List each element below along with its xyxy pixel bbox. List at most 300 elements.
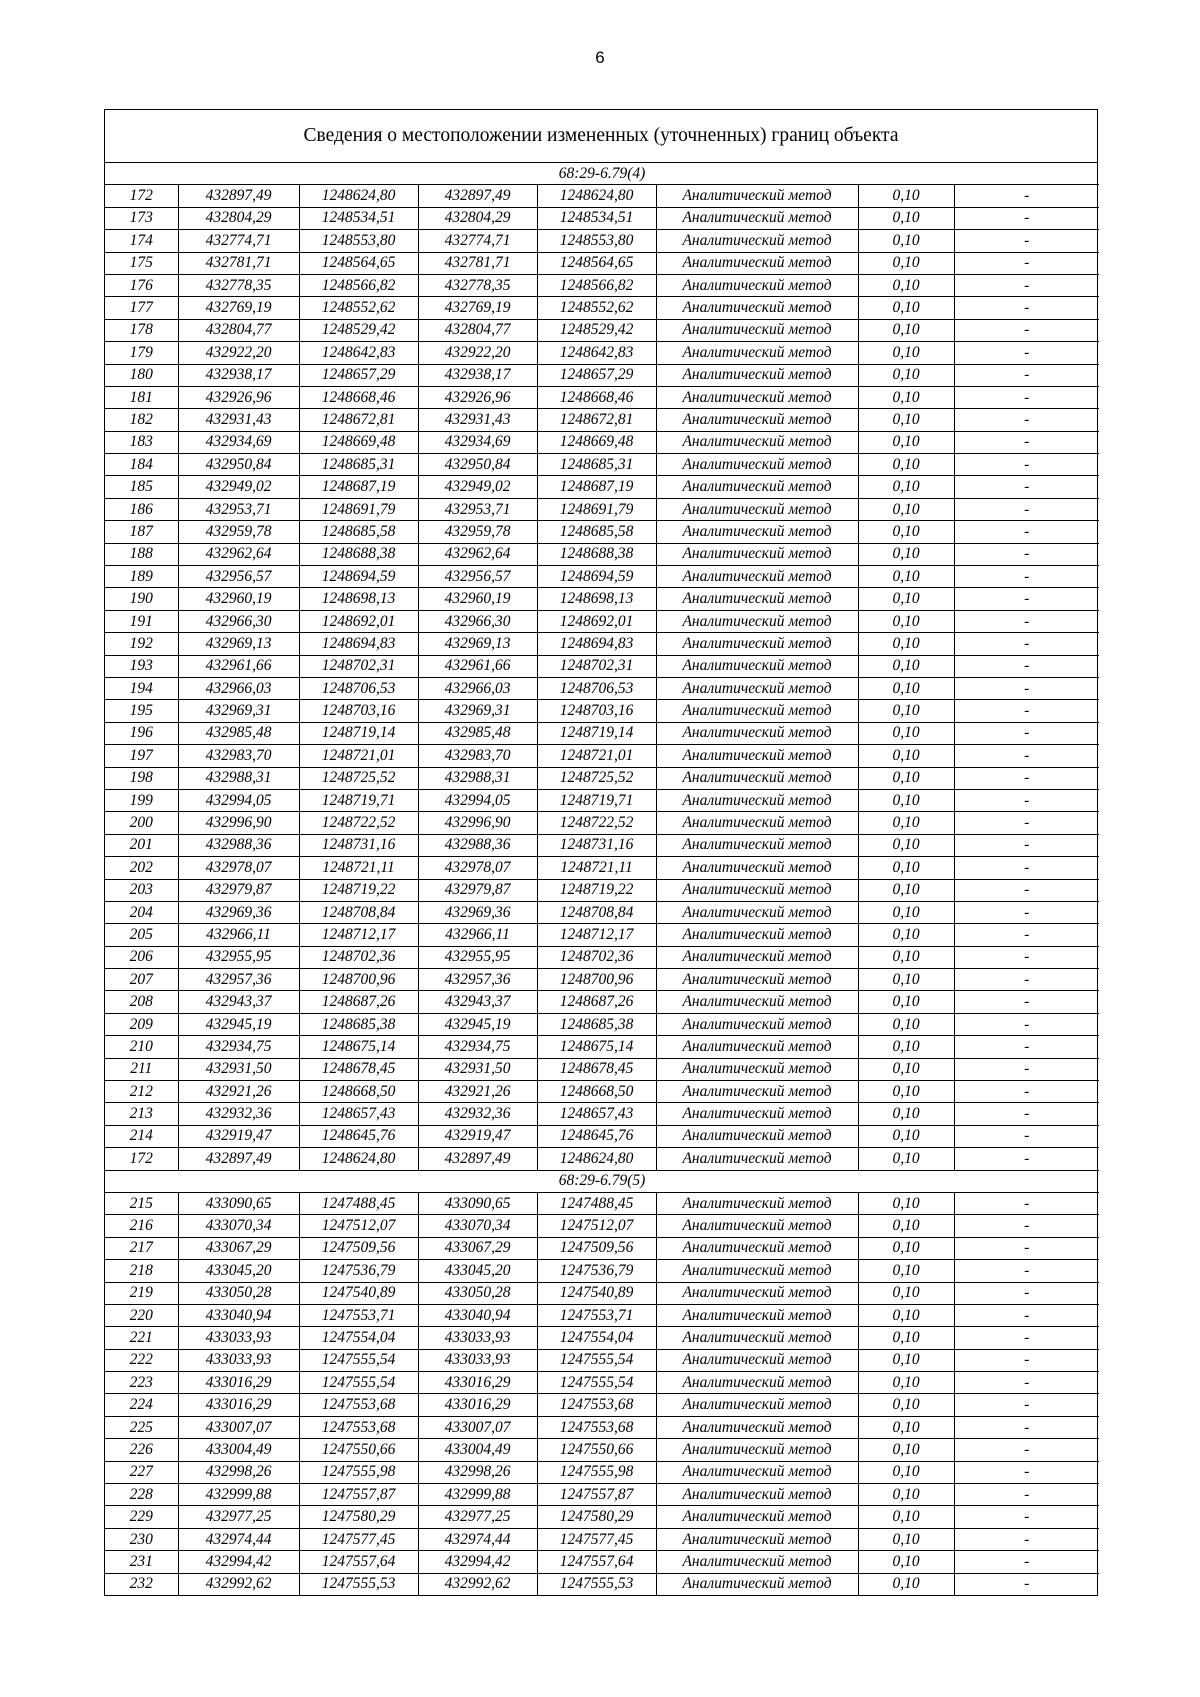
point-number-cell: 224 bbox=[105, 1394, 178, 1416]
y-existing-cell: 1247512,07 bbox=[299, 1215, 418, 1237]
description-cell: - bbox=[954, 342, 1099, 364]
x-existing-cell: 432998,26 bbox=[178, 1461, 299, 1483]
y-refined-cell: 1247509,56 bbox=[537, 1237, 656, 1259]
x-refined-cell: 432994,42 bbox=[418, 1551, 537, 1573]
point-number-cell: 210 bbox=[105, 1036, 178, 1058]
description-cell: - bbox=[954, 1148, 1099, 1170]
description-cell: - bbox=[954, 745, 1099, 767]
accuracy-cell: 0,10 bbox=[858, 252, 954, 274]
table-row bbox=[105, 1215, 1099, 1237]
description-cell: - bbox=[954, 1125, 1099, 1147]
x-existing-cell: 433045,20 bbox=[178, 1260, 299, 1282]
accuracy-cell: 0,10 bbox=[858, 409, 954, 431]
y-refined-cell: 1247577,45 bbox=[537, 1528, 656, 1550]
y-refined-cell: 1248675,14 bbox=[537, 1036, 656, 1058]
point-number-cell: 226 bbox=[105, 1439, 178, 1461]
accuracy-cell: 0,10 bbox=[858, 1439, 954, 1461]
method-cell: Аналитический метод bbox=[656, 1349, 858, 1371]
accuracy-cell: 0,10 bbox=[858, 386, 954, 408]
table-row bbox=[105, 207, 1099, 229]
x-refined-cell: 432996,90 bbox=[418, 812, 537, 834]
y-existing-cell: 1248694,83 bbox=[299, 633, 418, 655]
x-existing-cell: 432966,03 bbox=[178, 677, 299, 699]
method-cell: Аналитический метод bbox=[656, 1260, 858, 1282]
table-row bbox=[105, 857, 1099, 879]
point-number-cell: 205 bbox=[105, 924, 178, 946]
table-row bbox=[105, 230, 1099, 252]
method-cell: Аналитический метод bbox=[656, 901, 858, 923]
y-existing-cell: 1247555,53 bbox=[299, 1573, 418, 1595]
y-refined-cell: 1248668,50 bbox=[537, 1081, 656, 1103]
y-refined-cell: 1248694,83 bbox=[537, 633, 656, 655]
description-cell: - bbox=[954, 655, 1099, 677]
y-refined-cell: 1247488,45 bbox=[537, 1192, 656, 1214]
y-existing-cell: 1248702,36 bbox=[299, 946, 418, 968]
x-refined-cell: 432931,50 bbox=[418, 1058, 537, 1080]
y-refined-cell: 1248692,01 bbox=[537, 610, 656, 632]
y-existing-cell: 1247536,79 bbox=[299, 1260, 418, 1282]
x-refined-cell: 432974,44 bbox=[418, 1528, 537, 1550]
y-existing-cell: 1247553,68 bbox=[299, 1416, 418, 1438]
accuracy-cell: 0,10 bbox=[858, 1081, 954, 1103]
x-refined-cell: 432966,30 bbox=[418, 610, 537, 632]
x-existing-cell: 433050,28 bbox=[178, 1282, 299, 1304]
x-existing-cell: 432959,78 bbox=[178, 521, 299, 543]
point-number-cell: 200 bbox=[105, 812, 178, 834]
method-cell: Аналитический метод bbox=[656, 610, 858, 632]
description-cell: - bbox=[954, 1506, 1099, 1528]
accuracy-cell: 0,10 bbox=[858, 431, 954, 453]
method-cell: Аналитический метод bbox=[656, 498, 858, 520]
x-refined-cell: 433033,93 bbox=[418, 1349, 537, 1371]
accuracy-cell: 0,10 bbox=[858, 610, 954, 632]
x-existing-cell: 433033,93 bbox=[178, 1327, 299, 1349]
x-refined-cell: 432769,19 bbox=[418, 297, 537, 319]
point-number-cell: 228 bbox=[105, 1484, 178, 1506]
point-number-cell: 186 bbox=[105, 498, 178, 520]
x-existing-cell: 432897,49 bbox=[178, 1148, 299, 1170]
method-cell: Аналитический метод bbox=[656, 677, 858, 699]
method-cell: Аналитический метод bbox=[656, 342, 858, 364]
table-row bbox=[105, 364, 1099, 386]
accuracy-cell: 0,10 bbox=[858, 454, 954, 476]
y-existing-cell: 1248725,52 bbox=[299, 767, 418, 789]
y-refined-cell: 1248645,76 bbox=[537, 1125, 656, 1147]
x-existing-cell: 432988,36 bbox=[178, 834, 299, 856]
accuracy-cell: 0,10 bbox=[858, 1282, 954, 1304]
x-existing-cell: 432919,47 bbox=[178, 1125, 299, 1147]
x-refined-cell: 433007,07 bbox=[418, 1416, 537, 1438]
x-existing-cell: 432979,87 bbox=[178, 879, 299, 901]
y-refined-cell: 1248668,46 bbox=[537, 386, 656, 408]
y-existing-cell: 1248642,83 bbox=[299, 342, 418, 364]
x-existing-cell: 432999,88 bbox=[178, 1484, 299, 1506]
description-cell: - bbox=[954, 1327, 1099, 1349]
accuracy-cell: 0,10 bbox=[858, 342, 954, 364]
point-number-cell: 178 bbox=[105, 319, 178, 341]
section-header-row bbox=[105, 1170, 1099, 1192]
y-existing-cell: 1248529,42 bbox=[299, 319, 418, 341]
y-refined-cell: 1247536,79 bbox=[537, 1260, 656, 1282]
table-row bbox=[105, 476, 1099, 498]
x-refined-cell: 432998,26 bbox=[418, 1461, 537, 1483]
point-number-cell: 230 bbox=[105, 1528, 178, 1550]
x-existing-cell: 432988,31 bbox=[178, 767, 299, 789]
point-number-cell: 227 bbox=[105, 1461, 178, 1483]
document-title: Сведения о местоположении измененных (уточненных) границ объекта bbox=[105, 110, 1097, 163]
y-existing-cell: 1247553,71 bbox=[299, 1304, 418, 1326]
x-existing-cell: 432953,71 bbox=[178, 498, 299, 520]
point-number-cell: 193 bbox=[105, 655, 178, 677]
x-existing-cell: 432960,19 bbox=[178, 588, 299, 610]
y-refined-cell: 1247555,54 bbox=[537, 1349, 656, 1371]
x-refined-cell: 432955,95 bbox=[418, 946, 537, 968]
accuracy-cell: 0,10 bbox=[858, 812, 954, 834]
method-cell: Аналитический метод bbox=[656, 1125, 858, 1147]
x-existing-cell: 432769,19 bbox=[178, 297, 299, 319]
accuracy-cell: 0,10 bbox=[858, 1528, 954, 1550]
x-refined-cell: 432969,31 bbox=[418, 700, 537, 722]
y-existing-cell: 1248722,52 bbox=[299, 812, 418, 834]
table-row bbox=[105, 1394, 1099, 1416]
accuracy-cell: 0,10 bbox=[858, 1215, 954, 1237]
table-row bbox=[105, 946, 1099, 968]
y-refined-cell: 1248553,80 bbox=[537, 230, 656, 252]
accuracy-cell: 0,10 bbox=[858, 1573, 954, 1595]
x-existing-cell: 433004,49 bbox=[178, 1439, 299, 1461]
x-refined-cell: 433067,29 bbox=[418, 1237, 537, 1259]
x-existing-cell: 432943,37 bbox=[178, 991, 299, 1013]
accuracy-cell: 0,10 bbox=[858, 655, 954, 677]
y-existing-cell: 1248672,81 bbox=[299, 409, 418, 431]
y-refined-cell: 1248529,42 bbox=[537, 319, 656, 341]
table-row bbox=[105, 1058, 1099, 1080]
point-number-cell: 176 bbox=[105, 274, 178, 296]
x-refined-cell: 432921,26 bbox=[418, 1081, 537, 1103]
y-existing-cell: 1248534,51 bbox=[299, 207, 418, 229]
description-cell: - bbox=[954, 1192, 1099, 1214]
x-existing-cell: 432931,43 bbox=[178, 409, 299, 431]
method-cell: Аналитический метод bbox=[656, 252, 858, 274]
y-refined-cell: 1248725,52 bbox=[537, 767, 656, 789]
x-refined-cell: 432919,47 bbox=[418, 1125, 537, 1147]
y-existing-cell: 1247554,04 bbox=[299, 1327, 418, 1349]
description-cell: - bbox=[954, 207, 1099, 229]
point-number-cell: 204 bbox=[105, 901, 178, 923]
y-refined-cell: 1247554,04 bbox=[537, 1327, 656, 1349]
x-existing-cell: 432945,19 bbox=[178, 1013, 299, 1035]
description-cell: - bbox=[954, 1081, 1099, 1103]
y-refined-cell: 1247550,66 bbox=[537, 1439, 656, 1461]
x-refined-cell: 432897,49 bbox=[418, 1148, 537, 1170]
y-existing-cell: 1247555,98 bbox=[299, 1461, 418, 1483]
section-label: 68:29-6.79(4) bbox=[105, 163, 1099, 185]
y-existing-cell: 1248702,31 bbox=[299, 655, 418, 677]
description-cell: - bbox=[954, 1349, 1099, 1371]
point-number-cell: 195 bbox=[105, 700, 178, 722]
x-refined-cell: 432778,35 bbox=[418, 274, 537, 296]
y-refined-cell: 1248624,80 bbox=[537, 185, 656, 207]
y-refined-cell: 1248712,17 bbox=[537, 924, 656, 946]
y-refined-cell: 1247540,89 bbox=[537, 1282, 656, 1304]
method-cell: Аналитический метод bbox=[656, 1036, 858, 1058]
description-cell: - bbox=[954, 1573, 1099, 1595]
point-number-cell: 211 bbox=[105, 1058, 178, 1080]
table-row bbox=[105, 610, 1099, 632]
y-existing-cell: 1248721,11 bbox=[299, 857, 418, 879]
accuracy-cell: 0,10 bbox=[858, 476, 954, 498]
description-cell: - bbox=[954, 1260, 1099, 1282]
y-refined-cell: 1248722,52 bbox=[537, 812, 656, 834]
x-existing-cell: 433016,29 bbox=[178, 1372, 299, 1394]
x-refined-cell: 432956,57 bbox=[418, 566, 537, 588]
point-number-cell: 208 bbox=[105, 991, 178, 1013]
point-number-cell: 183 bbox=[105, 431, 178, 453]
method-cell: Аналитический метод bbox=[656, 566, 858, 588]
description-cell: - bbox=[954, 566, 1099, 588]
y-existing-cell: 1247577,45 bbox=[299, 1528, 418, 1550]
y-refined-cell: 1248685,38 bbox=[537, 1013, 656, 1035]
y-refined-cell: 1247555,98 bbox=[537, 1461, 656, 1483]
point-number-cell: 220 bbox=[105, 1304, 178, 1326]
point-number-cell: 219 bbox=[105, 1282, 178, 1304]
point-number-cell: 173 bbox=[105, 207, 178, 229]
method-cell: Аналитический метод bbox=[656, 1282, 858, 1304]
point-number-cell: 209 bbox=[105, 1013, 178, 1035]
accuracy-cell: 0,10 bbox=[858, 767, 954, 789]
y-existing-cell: 1248691,79 bbox=[299, 498, 418, 520]
accuracy-cell: 0,10 bbox=[858, 700, 954, 722]
y-existing-cell: 1248694,59 bbox=[299, 566, 418, 588]
y-refined-cell: 1248564,65 bbox=[537, 252, 656, 274]
y-existing-cell: 1248685,58 bbox=[299, 521, 418, 543]
method-cell: Аналитический метод bbox=[656, 521, 858, 543]
section-header-row bbox=[105, 163, 1099, 185]
x-existing-cell: 432994,42 bbox=[178, 1551, 299, 1573]
y-existing-cell: 1248675,14 bbox=[299, 1036, 418, 1058]
table-row bbox=[105, 566, 1099, 588]
accuracy-cell: 0,10 bbox=[858, 1551, 954, 1573]
accuracy-cell: 0,10 bbox=[858, 1036, 954, 1058]
x-refined-cell: 432969,13 bbox=[418, 633, 537, 655]
y-existing-cell: 1247509,56 bbox=[299, 1237, 418, 1259]
description-cell: - bbox=[954, 1461, 1099, 1483]
y-refined-cell: 1248708,84 bbox=[537, 901, 656, 923]
x-existing-cell: 432949,02 bbox=[178, 476, 299, 498]
description-cell: - bbox=[954, 1304, 1099, 1326]
description-cell: - bbox=[954, 1528, 1099, 1550]
table-row bbox=[105, 677, 1099, 699]
method-cell: Аналитический метод bbox=[656, 1372, 858, 1394]
description-cell: - bbox=[954, 633, 1099, 655]
point-number-cell: 199 bbox=[105, 789, 178, 811]
section-label: 68:29-6.79(5) bbox=[105, 1170, 1099, 1192]
x-refined-cell: 432922,20 bbox=[418, 342, 537, 364]
method-cell: Аналитический метод bbox=[656, 745, 858, 767]
y-existing-cell: 1247553,68 bbox=[299, 1394, 418, 1416]
description-cell: - bbox=[954, 543, 1099, 565]
table-row bbox=[105, 812, 1099, 834]
accuracy-cell: 0,10 bbox=[858, 745, 954, 767]
y-existing-cell: 1248645,76 bbox=[299, 1125, 418, 1147]
y-refined-cell: 1248687,19 bbox=[537, 476, 656, 498]
description-cell: - bbox=[954, 969, 1099, 991]
point-number-cell: 194 bbox=[105, 677, 178, 699]
x-existing-cell: 432804,29 bbox=[178, 207, 299, 229]
y-existing-cell: 1248657,29 bbox=[299, 364, 418, 386]
method-cell: Аналитический метод bbox=[656, 969, 858, 991]
description-cell: - bbox=[954, 409, 1099, 431]
x-refined-cell: 432945,19 bbox=[418, 1013, 537, 1035]
method-cell: Аналитический метод bbox=[656, 1215, 858, 1237]
x-refined-cell: 432977,25 bbox=[418, 1506, 537, 1528]
table-row bbox=[105, 1372, 1099, 1394]
y-existing-cell: 1247555,54 bbox=[299, 1349, 418, 1371]
method-cell: Аналитический метод bbox=[656, 1573, 858, 1595]
accuracy-cell: 0,10 bbox=[858, 1506, 954, 1528]
x-existing-cell: 432922,20 bbox=[178, 342, 299, 364]
x-refined-cell: 433016,29 bbox=[418, 1394, 537, 1416]
x-refined-cell: 433016,29 bbox=[418, 1372, 537, 1394]
method-cell: Аналитический метод bbox=[656, 834, 858, 856]
description-cell: - bbox=[954, 1416, 1099, 1438]
x-refined-cell: 433045,20 bbox=[418, 1260, 537, 1282]
x-existing-cell: 432926,96 bbox=[178, 386, 299, 408]
point-number-cell: 202 bbox=[105, 857, 178, 879]
x-existing-cell: 432992,62 bbox=[178, 1573, 299, 1595]
page-number: 6 bbox=[595, 48, 605, 67]
point-number-cell: 180 bbox=[105, 364, 178, 386]
x-refined-cell: 432950,84 bbox=[418, 454, 537, 476]
x-refined-cell: 432962,64 bbox=[418, 543, 537, 565]
description-cell: - bbox=[954, 857, 1099, 879]
description-cell: - bbox=[954, 610, 1099, 632]
accuracy-cell: 0,10 bbox=[858, 274, 954, 296]
description-cell: - bbox=[954, 1013, 1099, 1035]
y-existing-cell: 1248553,80 bbox=[299, 230, 418, 252]
table-row bbox=[105, 834, 1099, 856]
x-existing-cell: 432985,48 bbox=[178, 722, 299, 744]
accuracy-cell: 0,10 bbox=[858, 364, 954, 386]
y-refined-cell: 1248624,80 bbox=[537, 1148, 656, 1170]
point-number-cell: 222 bbox=[105, 1349, 178, 1371]
description-cell: - bbox=[954, 252, 1099, 274]
description-cell: - bbox=[954, 274, 1099, 296]
x-existing-cell: 432934,69 bbox=[178, 431, 299, 453]
table-row bbox=[105, 297, 1099, 319]
x-existing-cell: 432931,50 bbox=[178, 1058, 299, 1080]
method-cell: Аналитический метод bbox=[656, 297, 858, 319]
x-refined-cell: 432804,77 bbox=[418, 319, 537, 341]
x-refined-cell: 432804,29 bbox=[418, 207, 537, 229]
method-cell: Аналитический метод bbox=[656, 991, 858, 1013]
method-cell: Аналитический метод bbox=[656, 812, 858, 834]
x-refined-cell: 432992,62 bbox=[418, 1573, 537, 1595]
x-existing-cell: 432983,70 bbox=[178, 745, 299, 767]
accuracy-cell: 0,10 bbox=[858, 543, 954, 565]
description-cell: - bbox=[954, 1484, 1099, 1506]
coordinates-table bbox=[105, 163, 1099, 1595]
description-cell: - bbox=[954, 431, 1099, 453]
table-row bbox=[105, 342, 1099, 364]
y-refined-cell: 1248669,48 bbox=[537, 431, 656, 453]
method-cell: Аналитический метод bbox=[656, 207, 858, 229]
boundary-coordinates-sheet bbox=[104, 109, 1098, 1596]
table-row bbox=[105, 1461, 1099, 1483]
y-refined-cell: 1248698,13 bbox=[537, 588, 656, 610]
table-row bbox=[105, 588, 1099, 610]
point-number-cell: 187 bbox=[105, 521, 178, 543]
x-refined-cell: 432934,75 bbox=[418, 1036, 537, 1058]
accuracy-cell: 0,10 bbox=[858, 834, 954, 856]
table-row bbox=[105, 1506, 1099, 1528]
point-number-cell: 207 bbox=[105, 969, 178, 991]
table-row bbox=[105, 1036, 1099, 1058]
description-cell: - bbox=[954, 879, 1099, 901]
table-row bbox=[105, 1573, 1099, 1595]
x-refined-cell: 432957,36 bbox=[418, 969, 537, 991]
x-existing-cell: 433040,94 bbox=[178, 1304, 299, 1326]
description-cell: - bbox=[954, 1372, 1099, 1394]
x-existing-cell: 432969,36 bbox=[178, 901, 299, 923]
point-number-cell: 190 bbox=[105, 588, 178, 610]
table-row bbox=[105, 1103, 1099, 1125]
table-row bbox=[105, 1237, 1099, 1259]
description-cell: - bbox=[954, 722, 1099, 744]
table-row bbox=[105, 1439, 1099, 1461]
table-row bbox=[105, 722, 1099, 744]
y-existing-cell: 1248668,46 bbox=[299, 386, 418, 408]
y-existing-cell: 1247555,54 bbox=[299, 1372, 418, 1394]
method-cell: Аналитический метод bbox=[656, 1506, 858, 1528]
method-cell: Аналитический метод bbox=[656, 700, 858, 722]
y-refined-cell: 1247555,54 bbox=[537, 1372, 656, 1394]
y-refined-cell: 1248719,22 bbox=[537, 879, 656, 901]
y-refined-cell: 1247553,68 bbox=[537, 1394, 656, 1416]
x-existing-cell: 432934,75 bbox=[178, 1036, 299, 1058]
y-refined-cell: 1248657,43 bbox=[537, 1103, 656, 1125]
table-row bbox=[105, 252, 1099, 274]
x-existing-cell: 432969,31 bbox=[178, 700, 299, 722]
point-number-cell: 179 bbox=[105, 342, 178, 364]
x-refined-cell: 432979,87 bbox=[418, 879, 537, 901]
point-number-cell: 182 bbox=[105, 409, 178, 431]
x-refined-cell: 433090,65 bbox=[418, 1192, 537, 1214]
y-refined-cell: 1248694,59 bbox=[537, 566, 656, 588]
y-refined-cell: 1248721,01 bbox=[537, 745, 656, 767]
y-refined-cell: 1248691,79 bbox=[537, 498, 656, 520]
x-refined-cell: 432988,36 bbox=[418, 834, 537, 856]
x-refined-cell: 432969,36 bbox=[418, 901, 537, 923]
table-row bbox=[105, 1148, 1099, 1170]
x-refined-cell: 432960,19 bbox=[418, 588, 537, 610]
y-refined-cell: 1248719,71 bbox=[537, 789, 656, 811]
method-cell: Аналитический метод bbox=[656, 588, 858, 610]
table-row bbox=[105, 1416, 1099, 1438]
y-existing-cell: 1248678,45 bbox=[299, 1058, 418, 1080]
method-cell: Аналитический метод bbox=[656, 1461, 858, 1483]
description-cell: - bbox=[954, 1551, 1099, 1573]
x-existing-cell: 432977,25 bbox=[178, 1506, 299, 1528]
table-row bbox=[105, 543, 1099, 565]
y-existing-cell: 1248700,96 bbox=[299, 969, 418, 991]
method-cell: Аналитический метод bbox=[656, 1304, 858, 1326]
description-cell: - bbox=[954, 319, 1099, 341]
table-row bbox=[105, 1349, 1099, 1371]
description-cell: - bbox=[954, 185, 1099, 207]
x-existing-cell: 432938,17 bbox=[178, 364, 299, 386]
point-number-cell: 231 bbox=[105, 1551, 178, 1573]
